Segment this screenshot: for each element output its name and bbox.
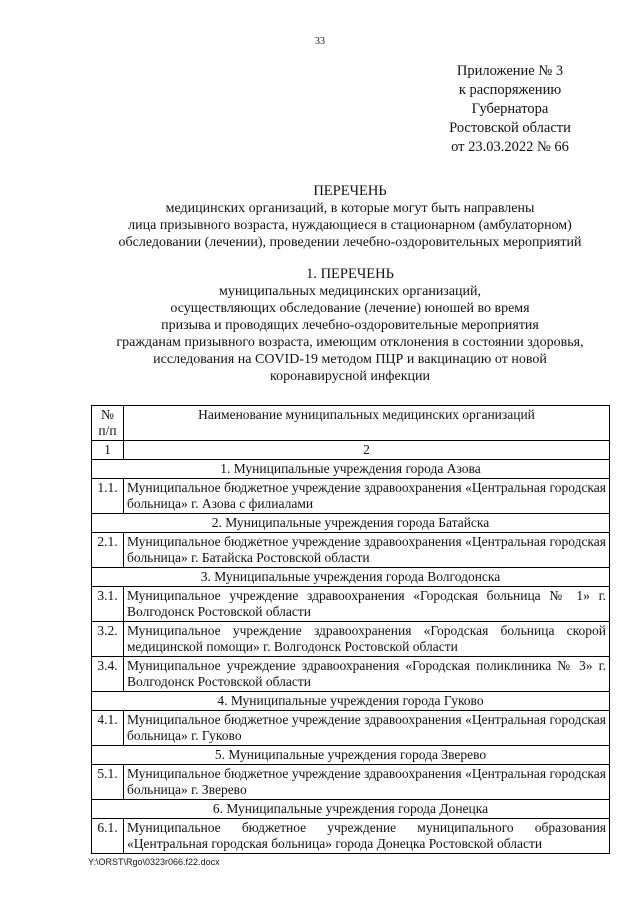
table-row xyxy=(92,765,610,800)
row-number: 2.1. xyxy=(92,533,124,568)
appendix-block xyxy=(430,62,590,157)
group-row xyxy=(92,514,610,533)
section-heading xyxy=(60,266,640,385)
list-subtitle-line: обследовании (лечении), проведении лечебно-оздоровительных мероприятий xyxy=(118,235,582,250)
group-title: 1. Муниципальные учреждения города Азова xyxy=(92,460,610,479)
file-path-footer: Y:\ORST\Rgo\0323r066.f22.docx xyxy=(88,857,220,867)
header-num-label: п/п xyxy=(98,423,117,438)
appendix-line: Губернатора xyxy=(471,101,549,117)
column-index-cell: 2 xyxy=(124,441,610,460)
organization-name: Муниципальное учреждение здравоохранения «Городская больница скорой медицинской помощи» г. Волгодонск Ростовской области xyxy=(124,622,610,657)
header-name-cell: Наименование муниципальных медицинских организаций xyxy=(124,406,610,441)
row-number: 3.2. xyxy=(92,622,124,657)
header-num-cell xyxy=(92,406,124,441)
organization-name: Муниципальное бюджетное учреждение здравоохранения «Центральная городская больница» г. Батайска Ростовской области xyxy=(124,533,610,568)
section-subtitle-line: исследования на COVID-19 методом ПЦР и вакцинацию от новой xyxy=(153,352,547,367)
organization-name: Муниципальное бюджетное учреждение здравоохранения «Центральная городская больница» г. Азова с филиалами xyxy=(124,479,610,514)
header-num-label: № xyxy=(101,407,114,422)
group-row xyxy=(92,692,610,711)
organizations-table xyxy=(91,405,610,854)
table-row xyxy=(92,657,610,692)
list-subtitle-line: медицинских организаций, в которые могут быть направлены xyxy=(165,201,535,216)
column-index-row xyxy=(92,441,610,460)
appendix-line: к распоряжению xyxy=(458,82,562,98)
organization-name: Муниципальное учреждение здравоохранения «Городская поликлиника № 3» г. Волгодонск Ростовской области xyxy=(124,657,610,692)
group-row xyxy=(92,568,610,587)
section-subtitle-line: коронавирусной инфекции xyxy=(270,369,430,384)
organization-name: Муниципальное бюджетное учреждение муниципального образования «Центральная городская больница» города Донецка Ростовской области xyxy=(124,819,610,854)
appendix-line: Ростовской области xyxy=(449,120,571,136)
table-row xyxy=(92,533,610,568)
section-subtitle-line: призыва и проводящих лечебно-оздоровительные мероприятия xyxy=(161,318,539,333)
row-number: 3.1. xyxy=(92,587,124,622)
table-row xyxy=(92,711,610,746)
organization-name: Муниципальное бюджетное учреждение здравоохранения «Центральная городская больница» г. Зверево xyxy=(124,765,610,800)
section-title: 1. ПЕРЕЧЕНЬ xyxy=(306,266,394,282)
group-row xyxy=(92,460,610,479)
organization-name: Муниципальное учреждение здравоохранения «Городская больница № 1» г. Волгодонск Ростовской области xyxy=(124,587,610,622)
organization-name: Муниципальное бюджетное учреждение здравоохранения «Центральная городская больница» г. Гуково xyxy=(124,711,610,746)
list-heading xyxy=(60,183,640,251)
appendix-line: Приложение № 3 xyxy=(456,63,564,79)
group-title: 5. Муниципальные учреждения города Зверево xyxy=(92,746,610,765)
table-row xyxy=(92,587,610,622)
group-title: 4. Муниципальные учреждения города Гуково xyxy=(92,692,610,711)
group-row xyxy=(92,746,610,765)
table-header-row xyxy=(92,406,610,441)
column-index-cell: 1 xyxy=(92,441,124,460)
table-row xyxy=(92,819,610,854)
section-subtitle-line: муниципальных медицинских организаций, xyxy=(218,284,482,299)
appendix-line: от 23.03.2022 № 66 xyxy=(451,139,569,155)
row-number: 1.1. xyxy=(92,479,124,514)
row-number: 6.1. xyxy=(92,819,124,854)
row-number: 5.1. xyxy=(92,765,124,800)
table-row xyxy=(92,622,610,657)
row-number: 4.1. xyxy=(92,711,124,746)
list-subtitle-line: лица призывного возраста, нуждающиеся в стационарном (амбулаторном) xyxy=(128,218,572,233)
row-number: 3.4. xyxy=(92,657,124,692)
section-subtitle-line: гражданам призывного возраста, имеющим отклонения в состоянии здоровья, xyxy=(116,335,584,350)
group-title: 6. Муниципальные учреждения города Донецка xyxy=(92,800,610,819)
table-row xyxy=(92,479,610,514)
page-number: 33 xyxy=(315,36,325,47)
group-title: 3. Муниципальные учреждения города Волгодонска xyxy=(92,568,610,587)
list-title: ПЕРЕЧЕНЬ xyxy=(313,183,387,199)
group-row xyxy=(92,800,610,819)
section-subtitle-line: осуществляющих обследование (лечение) юношей во время xyxy=(170,301,530,316)
group-title: 2. Муниципальные учреждения города Батайска xyxy=(92,514,610,533)
